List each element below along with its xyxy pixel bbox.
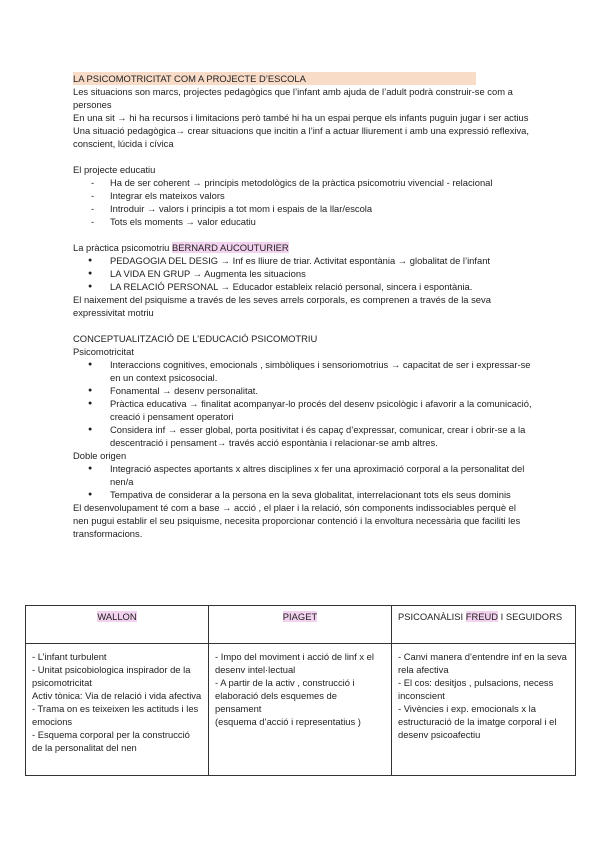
header-psico-suffix: I SEGUIDORS — [498, 611, 563, 622]
list-item: ● Interaccions cognitives, emocionals , simbòliques i sensoriomotrius → capacitat de ser i expressar-se en un context psicosocial. — [73, 358, 533, 384]
intro-paragraph-2: En una sit → hi ha recursos i limitacions però també hi ha un espai perque els infants puguin jugar i ser actius — [73, 112, 529, 123]
page-title: LA PSICOMOTRICITAT COM A PROJECTE D’ESCOLA — [73, 72, 476, 85]
intro-paragraph-1: Les situacions son marcs, projectes pedagògics que l’infant amb ajuda de l’adult podrà construir-se com a persones — [73, 86, 513, 110]
table-row — [26, 644, 576, 776]
list-item: ● Integració aspectes aportants x altres disciplines x fer una aproximació corporal a la personalitat del nen/a — [73, 462, 533, 488]
piaget-line: - A partir de la activ , construcció i elaboració dels esquemes de pensament — [215, 677, 355, 714]
wallon-line: Activ tònica: Via de relació i vida afectiva — [32, 690, 202, 701]
psico-line: - Vivències i exp. emocionals x la estructuració de la imatge corporal i el desenv psicoafectiu — [398, 703, 557, 740]
piaget-line: (esquema d’acció i representatius ) — [215, 716, 361, 727]
wallon-cell — [26, 644, 209, 776]
wallon-line: - L’infant turbulent — [32, 651, 107, 662]
doble-origen-list — [73, 462, 533, 501]
practica-list — [73, 254, 533, 293]
projecte-heading: El projecte educatiu — [73, 164, 156, 175]
header-wallon: WALLON — [97, 611, 137, 622]
doble-origen-subheading: Doble origen — [73, 450, 127, 461]
psicomotricitat-subheading: Psicomotricitat — [73, 346, 134, 357]
theories-table — [25, 605, 576, 776]
list-item: - Ha de ser coherent → principis metodològics de la pràctica psicomotriu vivencial - relacional — [73, 176, 533, 189]
practica-heading-prefix: La pràctica psicomotriu — [73, 242, 173, 253]
list-item: - Introduir → valors i principis a tot mom i espais de la llar/escola — [73, 202, 533, 215]
table-header-row — [26, 606, 576, 644]
list-item: ● LA RELACIÓ PERSONAL → Educador estableix relació personal, sincera i espontània. — [73, 280, 533, 293]
list-item: ● Considera inf → esser global, porta positivitat i és capaç d’expressar, comunicar, crear i obrir-se a la descentració i pensament→ través acció espontània i relacionar-se amb altres. — [73, 423, 533, 449]
header-freud: FREUD — [465, 611, 499, 622]
header-piaget-cell — [209, 606, 392, 644]
list-item: ● Pràctica educativa → finalitat acompanyar-lo procés del desenv psicològic i afavorir a la comunicació, creació i pensament operatori — [73, 397, 533, 423]
header-psico-cell — [392, 606, 576, 644]
psicomotricitat-list — [73, 358, 533, 449]
wallon-line: - Trama on es teixeixen les actituds i les emocions — [32, 703, 199, 727]
psico-cell — [392, 644, 576, 776]
projecte-list — [73, 176, 533, 228]
header-piaget: PIAGET — [282, 611, 318, 622]
piaget-cell — [209, 644, 392, 776]
practica-heading — [73, 241, 533, 254]
practica-note: El naixement del psiquisme a través de les seves arrels corporals, es comprenen a través de la seva expressivitat motriu — [73, 294, 491, 318]
list-item: ● Fonamental → desenv personalitat. — [73, 384, 533, 397]
header-wallon-cell — [26, 606, 209, 644]
list-item: - Integrar els mateixos valors — [73, 189, 533, 202]
psico-line: - El cos: desitjos , pulsacions, necess inconscient — [398, 677, 554, 701]
document-body — [73, 72, 533, 540]
list-item: ● PEDAGOGIA DEL DESIG → Inf es lliure de triar. Activitat espontània → globalitat de l’infant — [73, 254, 533, 267]
piaget-line: - Impo del moviment i acció de linf x el desenv intel·lectual — [215, 651, 374, 675]
wallon-line: - Unitat psicobiologica inspirador de la psicomotricitat — [32, 664, 191, 688]
list-item: - Tots els moments → valor educatiu — [73, 215, 533, 228]
list-item: ● Tempativa de considerar a la persona en la seva globalitat, interrelacionant tots els seus dominis — [73, 488, 533, 501]
practica-heading-name: BERNARD AUCOUTURIER — [172, 242, 289, 253]
concept-heading: CONCEPTUALITZACIÓ DE L’EDUCACIÓ PSICOMOTRIU — [73, 333, 318, 344]
closing-paragraph: El desenvolupament té com a base → acció , el plaer i la relació, són components indissociables perquè el nen pugui establir el seu psiquisme, necesita proporcionar contenció i la envoltura necessària que faciliti les transformacions. — [73, 502, 521, 539]
psico-line: - Canvi manera d’entendre inf en la seva rela afectiva — [398, 651, 567, 675]
header-psico-prefix: PSICOANÀLISI — [398, 611, 466, 622]
intro-paragraph-3: Una situació pedagògica→ crear situacions que incitin a l’inf a actuar lliurement i amb una expressió reflexiva, conscient, lúcida i cívica — [73, 125, 529, 149]
wallon-line: - Esquema corporal per la construcció de la personalitat del nen — [32, 729, 190, 753]
list-item: ● LA VIDA EN GRUP → Augmenta les situacions — [73, 267, 533, 280]
